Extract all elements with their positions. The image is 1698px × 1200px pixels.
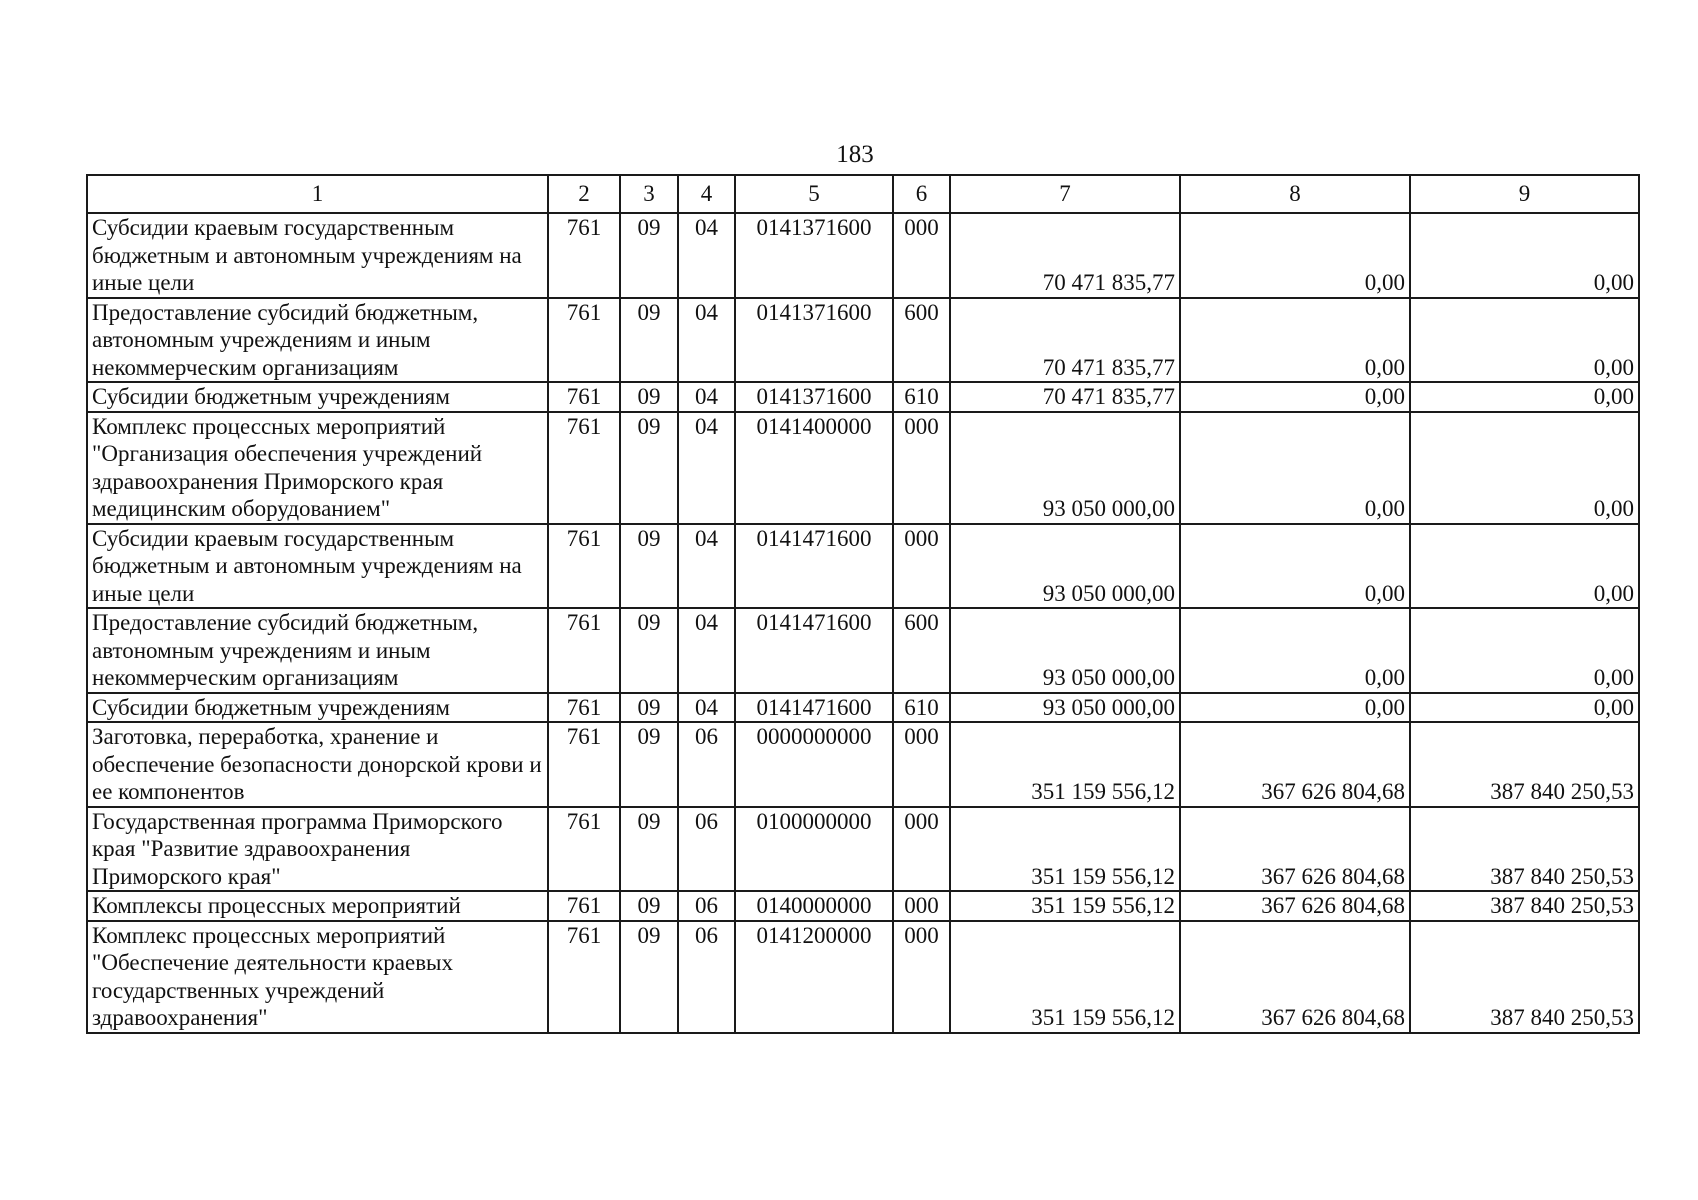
table-row — [87, 891, 1639, 921]
expense-type-code-cell: 000 — [893, 722, 950, 807]
target-item-code-cell: 0141471600 — [735, 524, 893, 609]
row-name-cell: Субсидии бюджетным учреждениям — [87, 382, 548, 412]
subsection-code-cell: 06 — [678, 891, 735, 921]
target-item-code-cell: 0141200000 — [735, 921, 893, 1033]
amount-cell: 0,00 — [1410, 382, 1639, 412]
subsection-code-cell: 04 — [678, 608, 735, 693]
column-header: 9 — [1410, 175, 1639, 213]
row-name-cell: Заготовка, переработка, хранение и обеспечение безопасности донорской крови и ее компонентов — [87, 722, 548, 807]
section-code-cell: 09 — [620, 382, 678, 412]
amount-cell: 0,00 — [1410, 608, 1639, 693]
table-row — [87, 608, 1639, 693]
amount-cell: 0,00 — [1410, 298, 1639, 383]
column-header: 1 — [87, 175, 548, 213]
table-row — [87, 722, 1639, 807]
section-code-cell: 09 — [620, 412, 678, 524]
amount-cell: 0,00 — [1410, 412, 1639, 524]
subsection-code-cell: 04 — [678, 524, 735, 609]
ministry-code-cell: 761 — [548, 891, 620, 921]
target-item-code-cell: 0140000000 — [735, 891, 893, 921]
target-item-code-cell: 0141400000 — [735, 412, 893, 524]
column-header: 5 — [735, 175, 893, 213]
section-code-cell: 09 — [620, 891, 678, 921]
ministry-code-cell: 761 — [548, 298, 620, 383]
amount-cell: 70 471 835,77 — [950, 382, 1180, 412]
amount-cell: 0,00 — [1180, 524, 1410, 609]
amount-cell: 367 626 804,68 — [1180, 921, 1410, 1033]
amount-cell: 0,00 — [1410, 213, 1639, 298]
section-code-cell: 09 — [620, 524, 678, 609]
expense-type-code-cell: 000 — [893, 891, 950, 921]
section-code-cell: 09 — [620, 693, 678, 723]
column-header: 6 — [893, 175, 950, 213]
column-header: 7 — [950, 175, 1180, 213]
table-row — [87, 382, 1639, 412]
amount-cell: 351 159 556,12 — [950, 722, 1180, 807]
row-name-cell: Предоставление субсидий бюджетным, автономным учреждениям и иным некоммерческим организациям — [87, 608, 548, 693]
amount-cell: 70 471 835,77 — [950, 298, 1180, 383]
column-header: 8 — [1180, 175, 1410, 213]
amount-cell: 0,00 — [1180, 693, 1410, 723]
amount-cell: 367 626 804,68 — [1180, 722, 1410, 807]
row-name-cell: Комплекс процессных мероприятий "Организация обеспечения учреждений здравоохранения Приморского края медицинским оборудованием" — [87, 412, 548, 524]
table-row — [87, 921, 1639, 1033]
expense-type-code-cell: 600 — [893, 608, 950, 693]
expense-type-code-cell: 000 — [893, 921, 950, 1033]
amount-cell: 93 050 000,00 — [950, 524, 1180, 609]
ministry-code-cell: 761 — [548, 722, 620, 807]
target-item-code-cell: 0141371600 — [735, 298, 893, 383]
amount-cell: 0,00 — [1180, 412, 1410, 524]
row-name-cell: Комплексы процессных мероприятий — [87, 891, 548, 921]
row-name-cell: Субсидии бюджетным учреждениям — [87, 693, 548, 723]
ministry-code-cell: 761 — [548, 693, 620, 723]
expense-type-code-cell: 000 — [893, 213, 950, 298]
row-name-cell: Комплекс процессных мероприятий "Обеспечение деятельности краевых государственных учреждений здравоохранения" — [87, 921, 548, 1033]
subsection-code-cell: 06 — [678, 921, 735, 1033]
amount-cell: 0,00 — [1180, 608, 1410, 693]
section-code-cell: 09 — [620, 807, 678, 892]
subsection-code-cell: 04 — [678, 213, 735, 298]
column-number-header-row — [87, 175, 1639, 213]
column-header: 4 — [678, 175, 735, 213]
subsection-code-cell: 06 — [678, 722, 735, 807]
column-header: 3 — [620, 175, 678, 213]
expense-type-code-cell: 000 — [893, 807, 950, 892]
ministry-code-cell: 761 — [548, 412, 620, 524]
expense-type-code-cell: 000 — [893, 412, 950, 524]
amount-cell: 387 840 250,53 — [1410, 722, 1639, 807]
ministry-code-cell: 761 — [548, 921, 620, 1033]
amount-cell: 0,00 — [1180, 298, 1410, 383]
expense-type-code-cell: 610 — [893, 693, 950, 723]
subsection-code-cell: 06 — [678, 807, 735, 892]
row-name-cell: Государственная программа Приморского края "Развитие здравоохранения Приморского края" — [87, 807, 548, 892]
table-row — [87, 213, 1639, 298]
target-item-code-cell: 0141371600 — [735, 213, 893, 298]
section-code-cell: 09 — [620, 213, 678, 298]
row-name-cell: Субсидии краевым государственным бюджетным и автономным учреждениям на иные цели — [87, 524, 548, 609]
amount-cell: 93 050 000,00 — [950, 412, 1180, 524]
amount-cell: 351 159 556,12 — [950, 891, 1180, 921]
target-item-code-cell: 0141471600 — [735, 693, 893, 723]
subsection-code-cell: 04 — [678, 693, 735, 723]
budget-table — [86, 174, 1640, 1034]
section-code-cell: 09 — [620, 921, 678, 1033]
subsection-code-cell: 04 — [678, 298, 735, 383]
column-header: 2 — [548, 175, 620, 213]
amount-cell: 0,00 — [1180, 213, 1410, 298]
amount-cell: 93 050 000,00 — [950, 693, 1180, 723]
expense-type-code-cell: 600 — [893, 298, 950, 383]
table-row — [87, 524, 1639, 609]
table-row — [87, 298, 1639, 383]
section-code-cell: 09 — [620, 722, 678, 807]
ministry-code-cell: 761 — [548, 608, 620, 693]
target-item-code-cell: 0141371600 — [735, 382, 893, 412]
section-code-cell: 09 — [620, 298, 678, 383]
target-item-code-cell: 0000000000 — [735, 722, 893, 807]
row-name-cell: Субсидии краевым государственным бюджетным и автономным учреждениям на иные цели — [87, 213, 548, 298]
section-code-cell: 09 — [620, 608, 678, 693]
page-number: 183 — [836, 141, 874, 168]
amount-cell: 351 159 556,12 — [950, 921, 1180, 1033]
amount-cell: 0,00 — [1410, 693, 1639, 723]
ministry-code-cell: 761 — [548, 524, 620, 609]
subsection-code-cell: 04 — [678, 412, 735, 524]
row-name-cell: Предоставление субсидий бюджетным, автономным учреждениям и иным некоммерческим организациям — [87, 298, 548, 383]
target-item-code-cell: 0141471600 — [735, 608, 893, 693]
expense-type-code-cell: 610 — [893, 382, 950, 412]
target-item-code-cell: 0100000000 — [735, 807, 893, 892]
amount-cell: 387 840 250,53 — [1410, 807, 1639, 892]
expense-type-code-cell: 000 — [893, 524, 950, 609]
amount-cell: 93 050 000,00 — [950, 608, 1180, 693]
amount-cell: 70 471 835,77 — [950, 213, 1180, 298]
table-row — [87, 807, 1639, 892]
table-row — [87, 412, 1639, 524]
ministry-code-cell: 761 — [548, 382, 620, 412]
subsection-code-cell: 04 — [678, 382, 735, 412]
amount-cell: 367 626 804,68 — [1180, 891, 1410, 921]
ministry-code-cell: 761 — [548, 213, 620, 298]
amount-cell: 387 840 250,53 — [1410, 921, 1639, 1033]
amount-cell: 367 626 804,68 — [1180, 807, 1410, 892]
amount-cell: 0,00 — [1410, 524, 1639, 609]
table-row — [87, 693, 1639, 723]
amount-cell: 351 159 556,12 — [950, 807, 1180, 892]
amount-cell: 0,00 — [1180, 382, 1410, 412]
ministry-code-cell: 761 — [548, 807, 620, 892]
amount-cell: 387 840 250,53 — [1410, 891, 1639, 921]
